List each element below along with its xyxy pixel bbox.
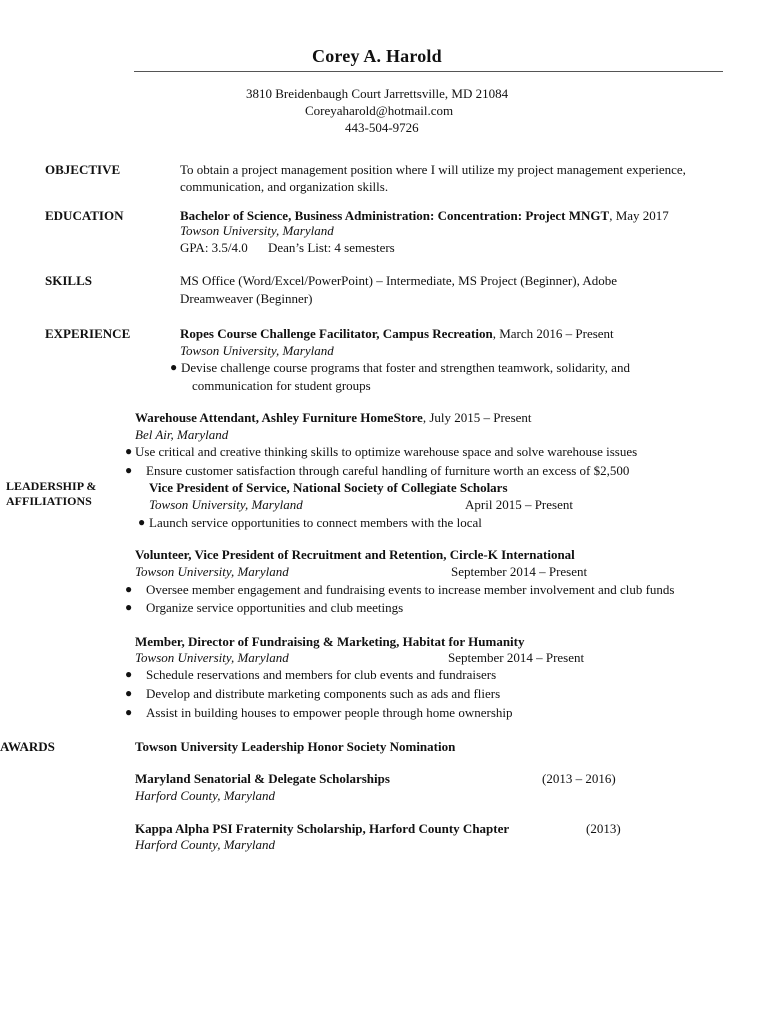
role2-title: Volunteer, Vice President of Recruitment and Retention, Circle-K International (135, 547, 575, 562)
award2-years: (2013 – 2016) (542, 771, 616, 786)
job1-bullet1-line2: communication for student groups (192, 378, 371, 393)
degree-date: , May 2017 (609, 208, 669, 223)
address: 3810 Breidenbaugh Court Jarrettsville, MD 21084 (246, 86, 509, 101)
role2-date: September 2014 – Present (451, 564, 588, 579)
email: Coreyaharold@hotmail.com (305, 103, 454, 118)
objective-line-2: communication, and organization skills. (180, 179, 389, 194)
resume-name: Corey A. Harold (312, 46, 442, 66)
phone: 443-504-9726 (345, 120, 419, 135)
bullet-icon: ● (125, 686, 133, 700)
gpa: GPA: 3.5/4.0 (180, 240, 248, 255)
bullet-icon: ● (125, 582, 133, 596)
job1-title: Ropes Course Challenge Facilitator, Campus Recreation (180, 326, 493, 341)
awards-heading: AWARDS (0, 739, 55, 754)
degree: Bachelor of Science, Business Administration: Concentration: Project MNGT (180, 208, 610, 223)
job1-date: , March 2016 – Present (492, 326, 614, 341)
role2-bullet1: Oversee member engagement and fundraising events to increase member involvement and club funds (146, 582, 675, 597)
objective-line-1: To obtain a project management position where I will utilize my project management experience, (180, 162, 686, 177)
deans-list: Dean’s List: 4 semesters (268, 240, 395, 255)
bullet-icon: ● (125, 600, 133, 614)
bullet-icon: ● (138, 515, 146, 529)
award3-title: Kappa Alpha PSI Fraternity Scholarship, Harford County Chapter (135, 821, 510, 836)
award3-location: Harford County, Maryland (135, 837, 275, 852)
bullet-icon: ● (125, 444, 133, 458)
bullet-icon: ● (170, 360, 178, 374)
role3-date: September 2014 – Present (448, 650, 585, 665)
skills-heading: SKILLS (45, 273, 92, 288)
skills-line-2: Dreamweaver (Beginner) (180, 291, 313, 306)
role2-bullet2: Organize service opportunities and club meetings (146, 600, 404, 615)
bullet-icon: ● (125, 705, 133, 719)
role3-location: Towson University, Maryland (135, 650, 289, 665)
award1-title: Towson University Leadership Honor Society Nomination (135, 739, 456, 754)
award2-location: Harford County, Maryland (135, 788, 275, 803)
role2-location: Towson University, Maryland (135, 564, 289, 579)
job2-bullet1: Use critical and creative thinking skills to optimize warehouse space and solve warehouse issues (135, 444, 638, 459)
job1-title-line (180, 325, 614, 342)
leadership-heading-line2: AFFILIATIONS (6, 494, 92, 508)
role3-bullet1: Schedule reservations and members for club events and fundraisers (146, 667, 497, 682)
role1-bullet1: Launch service opportunities to connect members with the local (149, 515, 482, 530)
role1-date: April 2015 – Present (465, 497, 573, 512)
role1-location: Towson University, Maryland (149, 497, 303, 512)
experience-heading: EXPERIENCE (45, 326, 131, 341)
job1-location: Towson University, Maryland (180, 343, 334, 358)
role3-bullet3: Assist in building houses to empower people through home ownership (146, 705, 513, 720)
job2-title-line (135, 409, 532, 426)
job2-title: Warehouse Attendant, Ashley Furniture HomeStore (135, 410, 423, 425)
header-divider (134, 71, 723, 72)
job2-date: , July 2015 – Present (422, 410, 532, 425)
role1-title: Vice President of Service, National Society of Collegiate Scholars (149, 480, 508, 495)
education-heading: EDUCATION (45, 208, 124, 223)
award2-title: Maryland Senatorial & Delegate Scholarships (135, 771, 390, 786)
objective-heading: OBJECTIVE (45, 162, 121, 177)
job1-bullet1-line1: Devise challenge course programs that foster and strengthen teamwork, solidarity, and (181, 360, 630, 375)
leadership-heading-line1: LEADERSHIP & (6, 479, 97, 493)
job2-bullet2: Ensure customer satisfaction through careful handling of furniture worth an excess of $2,500 (146, 463, 630, 478)
bullet-icon: ● (125, 667, 133, 681)
bullet-icon: ● (125, 463, 133, 477)
skills-line-1: MS Office (Word/Excel/PowerPoint) – Intermediate, MS Project (Beginner), Adobe (180, 273, 618, 288)
school: Towson University, Maryland (180, 223, 334, 238)
award3-years: (2013) (586, 821, 621, 836)
job2-location: Bel Air, Maryland (135, 427, 229, 442)
role3-title: Member, Director of Fundraising & Marketing, Habitat for Humanity (135, 634, 525, 649)
role3-bullet2: Develop and distribute marketing components such as ads and fliers (146, 686, 501, 701)
